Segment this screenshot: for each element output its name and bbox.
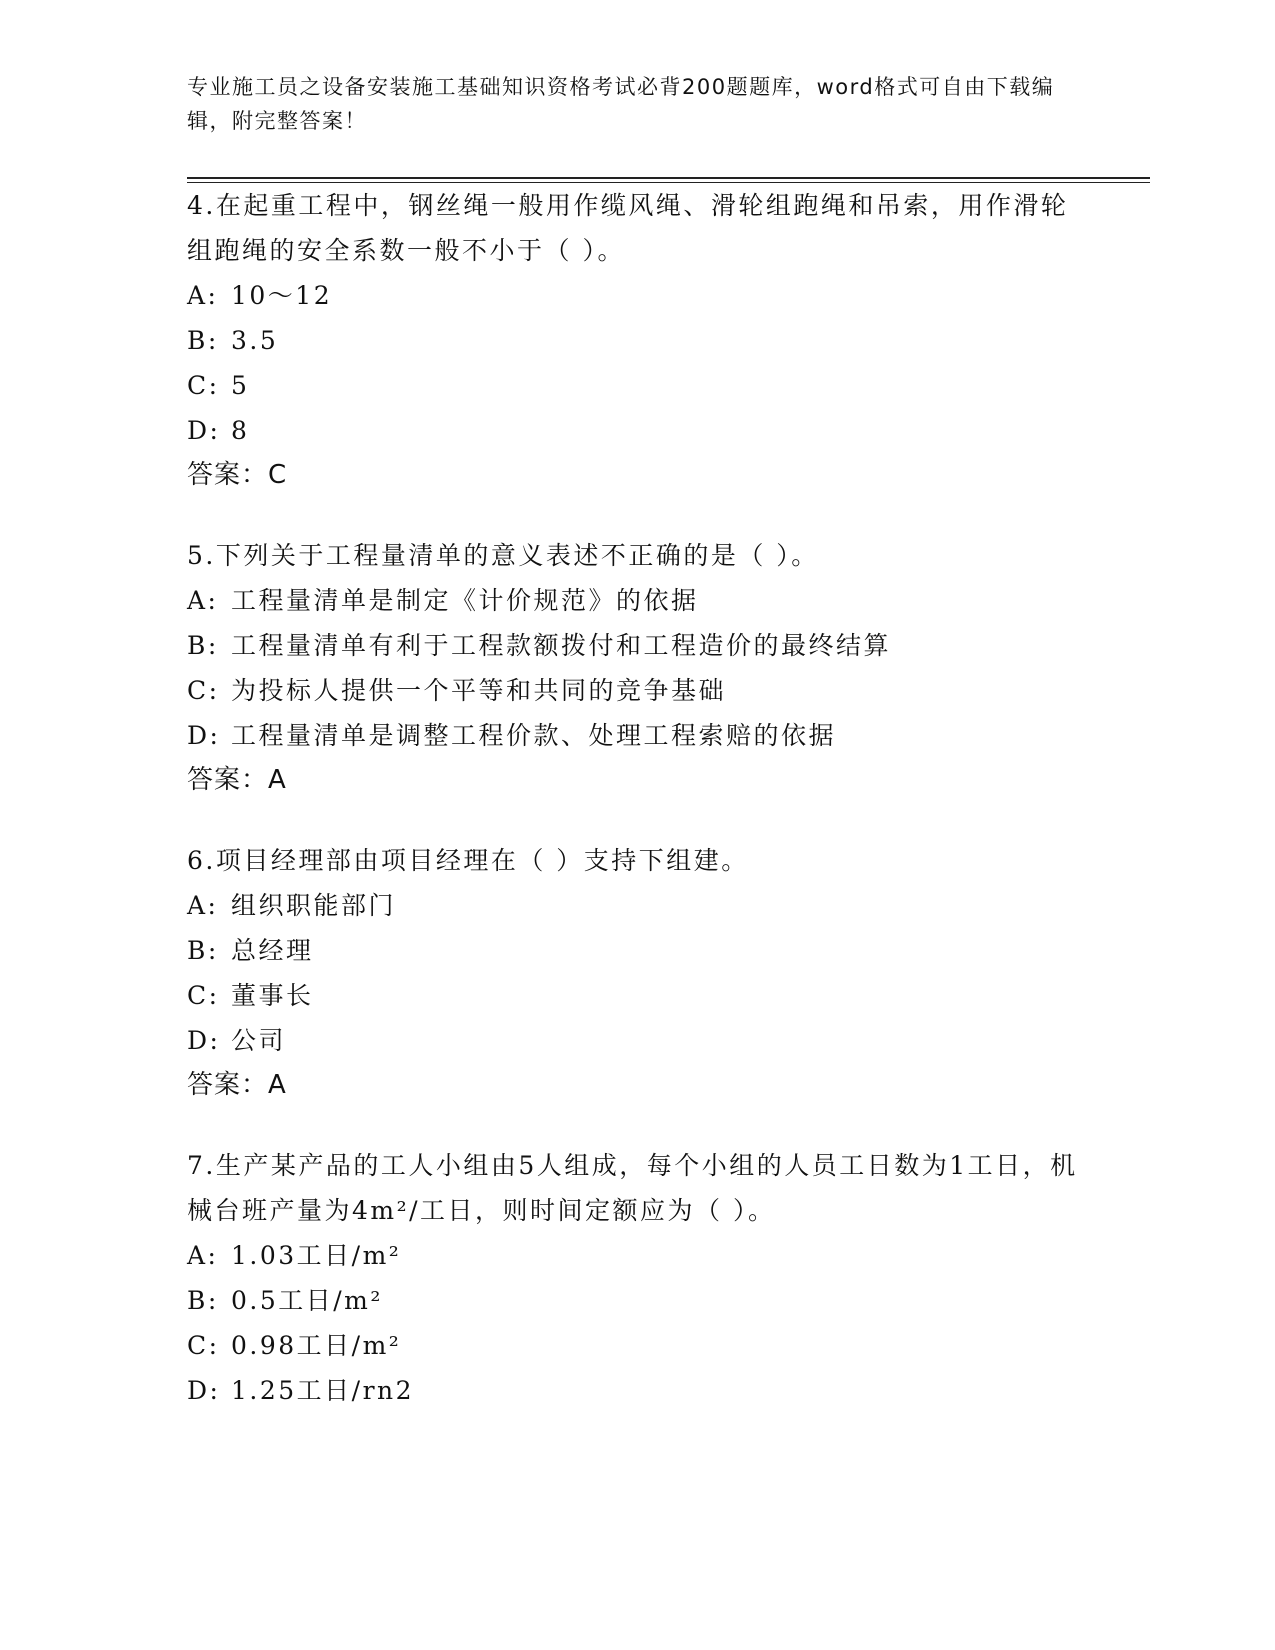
option-text: 0.98工日/m²: [231, 1331, 402, 1360]
option-d: [187, 1368, 1087, 1413]
option-label: D:: [187, 1376, 221, 1405]
option-label: D:: [187, 416, 221, 445]
option-label: C:: [187, 981, 220, 1010]
option-a: [187, 578, 1087, 623]
question-stem: 4.在起重工程中，钢丝绳一般用作缆风绳、滑轮组跑绳和吊索，用作滑轮组跑绳的安全系数一般不小于（ ）。: [187, 191, 1069, 265]
option-d: [187, 1018, 1087, 1063]
option-text: 组织职能部门: [231, 891, 397, 920]
option-b: [187, 928, 1087, 973]
option-label: C:: [187, 676, 220, 705]
option-text: 公司: [231, 1026, 287, 1055]
option-text: 10～12: [231, 281, 333, 310]
question-6: [187, 838, 1087, 1108]
option-label: A:: [187, 586, 219, 615]
option-label: D:: [187, 721, 221, 750]
question-4: [187, 183, 1087, 498]
option-label: C:: [187, 1331, 220, 1360]
option-label: B:: [187, 631, 219, 660]
option-text: 总经理: [231, 936, 314, 965]
option-text: 8: [231, 416, 250, 445]
option-label: B:: [187, 936, 219, 965]
answer: 答案：A: [187, 765, 287, 795]
option-text: 1.03工日/m²: [231, 1241, 402, 1270]
option-label: A:: [187, 1241, 219, 1270]
option-c: [187, 973, 1087, 1018]
option-d: [187, 713, 1087, 758]
question-7: [187, 1143, 1087, 1413]
question-stem: 7.生产某产品的工人小组由5人组成，每个小组的人员工日数为1工日，机械台班产量为4m²/工日，则时间定额应为（ ）。: [187, 1151, 1078, 1225]
option-c: [187, 668, 1087, 713]
question-5: [187, 533, 1087, 803]
option-c: [187, 363, 1087, 408]
option-b: [187, 318, 1087, 363]
option-text: 工程量清单是调整工程价款、处理工程索赔的依据: [231, 721, 837, 750]
option-text: 为投标人提供一个平等和共同的竞争基础: [231, 676, 727, 705]
option-text: 工程量清单是制定《计价规范》的依据: [231, 586, 699, 615]
document-header: 专业施工员之设备安装施工基础知识资格考试必背200题题库，word格式可自由下载编辑，附完整答案！: [187, 75, 1055, 133]
option-a: [187, 883, 1087, 928]
option-c: [187, 1323, 1087, 1368]
option-text: 1.25工日/rn2: [231, 1376, 415, 1405]
option-label: A:: [187, 891, 219, 920]
question-stem: 6.项目经理部由项目经理在（ ）支持下组建。: [187, 846, 749, 875]
option-a: [187, 1233, 1087, 1278]
option-a: [187, 273, 1087, 318]
option-b: [187, 1278, 1087, 1323]
option-label: A:: [187, 281, 219, 310]
option-d: [187, 408, 1087, 453]
option-text: 5: [231, 371, 250, 400]
header-divider-thick: [187, 177, 1150, 179]
question-stem: 5.下列关于工程量清单的意义表述不正确的是（ ）。: [187, 541, 819, 570]
option-label: B:: [187, 1286, 219, 1315]
option-text: 3.5: [231, 326, 279, 355]
answer: 答案：A: [187, 1070, 287, 1100]
option-text: 董事长: [231, 981, 314, 1010]
answer: 答案：C: [187, 460, 288, 490]
option-label: B:: [187, 326, 219, 355]
option-text: 0.5工日/m²: [231, 1286, 383, 1315]
option-b: [187, 623, 1087, 668]
option-text: 工程量清单有利于工程款额拨付和工程造价的最终结算: [231, 631, 892, 660]
option-label: C:: [187, 371, 220, 400]
option-label: D:: [187, 1026, 221, 1055]
